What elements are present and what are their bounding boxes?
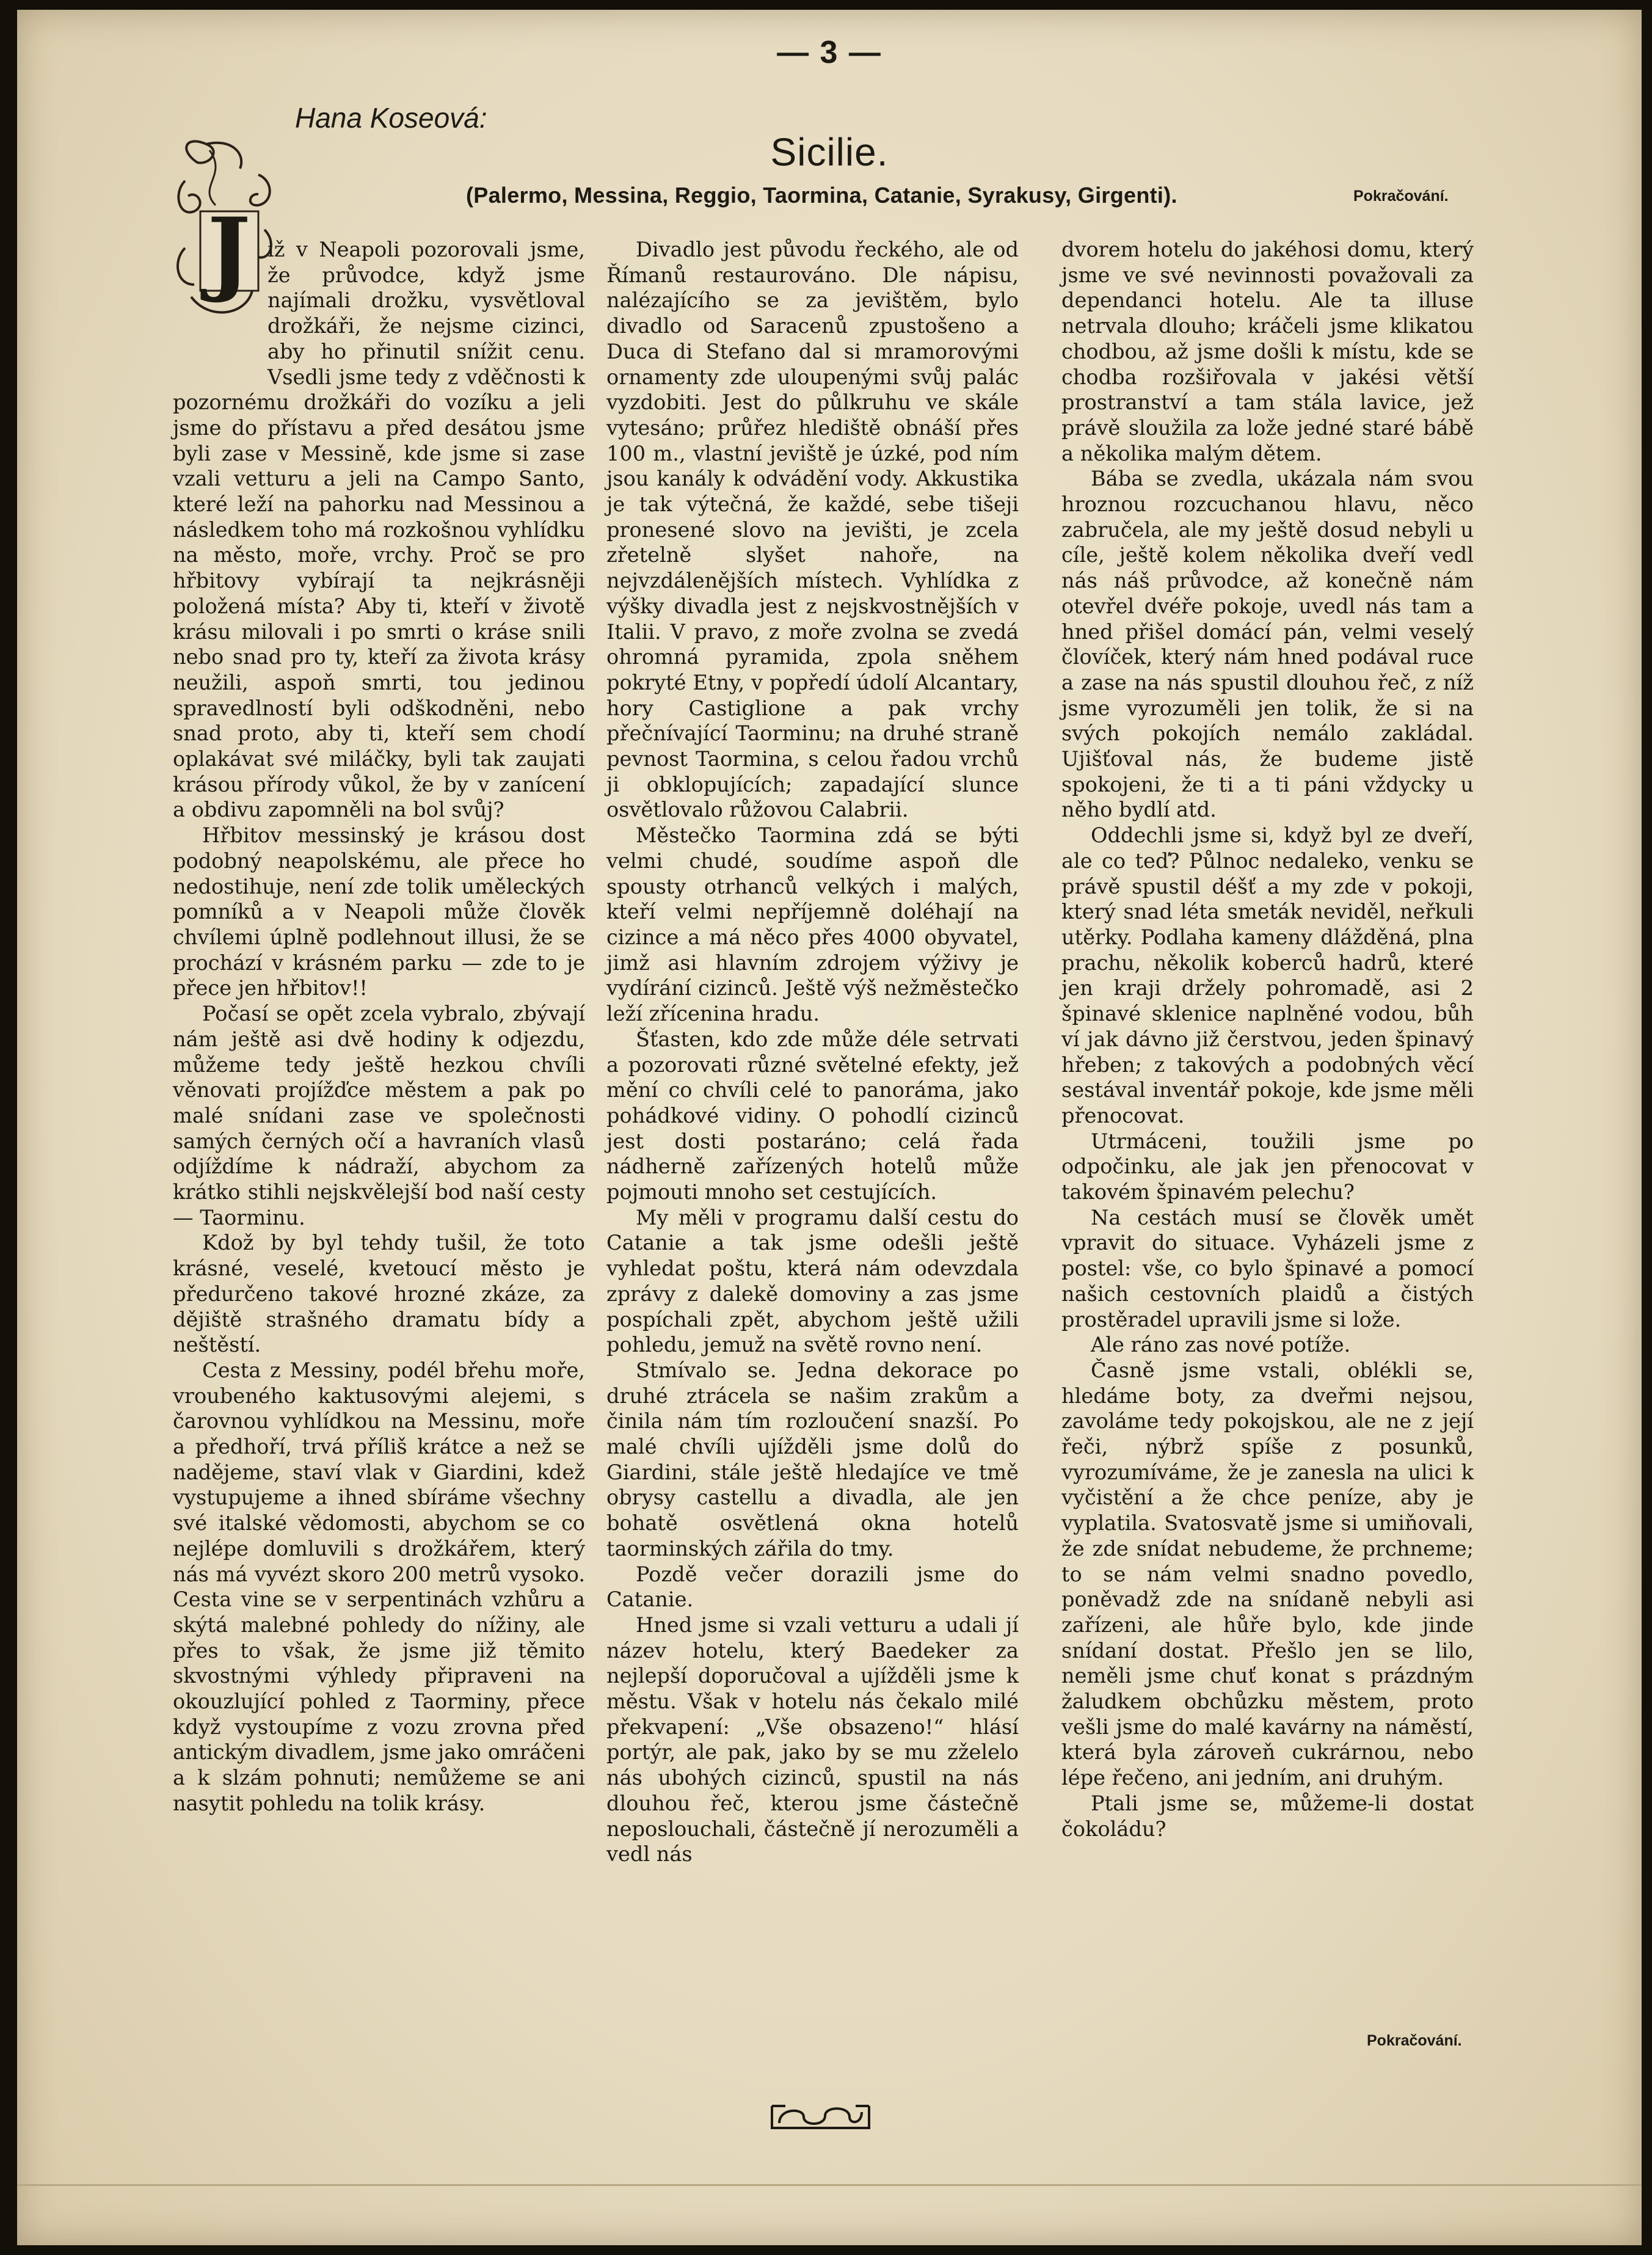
end-ornament-icon	[767, 2099, 874, 2135]
paragraph: Ptali jsme se, můžeme-li dostat čokoládu?	[1061, 1791, 1474, 1841]
initial-letter: J	[207, 198, 251, 305]
paragraph: Oddechli jsme si, když byl ze dveří, ale co teď? Půlnoc nedaleko, venku se právě spustil déšť a my zde v pokoji, který snad léta smeták neviděl, neřkuli utěrky. Podlaha kameny dlážděná, plna prachu, několik koberců hadrů, které jen kraji držely pohromadě, asi 2 špinavé sklenice naplněné vodou, bůh ví jak dávno již čerstvou, jeden špinavý hřeben; z takových a podobných věcí sestával inventář pokoje, kde jsme měli přenocovat.	[1061, 823, 1474, 1128]
continued-label-top: Pokračování.	[1353, 188, 1449, 205]
paragraph: Divadlo jest původu řeckého, ale od Římanů restaurováno. Dle nápisu, nalézajícího se za jevištěm, bylo divadlo od Saracenů zpustošeno a Duca di Stefano dal si mramorovými ornamenty zde uloupenými svůj palác vyzdobiti. Jest do půlkruhu ve skále vytesáno; průřez hlediště obnáší přes 100 m., vlastní jeviště je úzké, pod ním jsou kanály k odvádění vody. Akkustika je tak výtečná, že každé, sebe tišeji pronesené slovo na jevišti, je zcela zřetelně slyšet nahoře, na nejvzdálenějších místech. Vyhlídka z výšky divadla jest z nejskvostnějších v Italii. V pravo, z moře zvolna se zvedá ohromná pyramida, zpola sněhem pokryté Etny, v popředí údolí Alcantary, hory Castiglione a pak vrchy přečnívající Taorminu; na druhé straně pevnost Taormina, s celou řadou vrchů ji obklopujících; zapadající slunce osvětlovalo růžovou Calabrii.	[606, 238, 1019, 822]
paragraph: Utrmáceni, toužili jsme po odpočinku, ale jak jen přenocovat v takovém špinavém pelechu?	[1061, 1129, 1474, 1204]
paragraph: Kdož by byl tehdy tušil, že toto krásné, veselé, kvetoucí město je předurčeno takové hrozné zkáze, za dějiště strašného dramatu bídy a neštěstí.	[173, 1231, 585, 1357]
paragraph: Hřbitov messinský je krásou dost podobný neapolskému, ale přece ho nedostihuje, není zde tolik uměleckých pomníků a v Neapoli může člověk chvílemi úplně podlehnout illusi, že se prochází v krásném parku — zde to je přece jen hřbitov!!	[173, 823, 585, 1000]
paragraph: My měli v programu další cestu do Catanie a tak jsme odešli ještě vyhledat poštu, která nám odevzdala zprávy z dalekě domoviny a zas jsme pospíchali zpět, abychom ještě užili pohledu, jemuž na světě rovno není.	[606, 1205, 1019, 1357]
paragraph: Stmívalo se. Jedna dekorace po druhé ztrácela se našim zrakům a činila nám tím rozloučení snazší. Po malé chvíli ujížděli jsme dolů do Giardini, stále ještě hledajíce ve tmě obrysy castellu a divadla, ale jen bohatě osvětlená okna hotelů taorminských zářila do tmy.	[606, 1358, 1019, 1561]
paragraph: iž v Neapoli pozorovali jsme, že průvodce, když jsme najímali drožku, vysvětloval drožkáři, že nejsme cizinci, aby ho přinutil snížit cenu. Vsedli jsme tedy z vděčnosti k pozornému drožkáři do vozíku a jeli jsme do přístavu a před desátou jsme byli zase v Messině, kde jsme si zase vzali vetturu a jeli na Campo Santo, které leží na pahorku nad Messinou a následkem toho má rozkošnou vyhlídku na město, moře, vrchy. Proč se pro hřbitovy vybírají ta nejkrásněji položená místa? Aby ti, kteří v životě krásu milovali i po smrti o kráse snili nebo snad pro ty, kteří za života krásy neužili, aspoň smrti, tou jedinou spravedlností byli odškodněni, nebo snad proto, aby ti, kteří sem chodí oplakávat své miláčky, byli tak zaujati krásou přírody vůkol, že by v zanícení a obdivu zapomněli na bol svůj?	[173, 238, 585, 822]
column-3	[1061, 237, 1474, 1842]
page-bottom-rule	[17, 2184, 1642, 2186]
magazine-page	[17, 10, 1642, 2245]
column-1	[173, 237, 585, 1816]
paragraph: dvorem hotelu do jakéhosi domu, který jsme ve své nevinnosti považovali za dependanci hotelu. Ale ta illuse netrvala dlouho; kráčeli jsme klikatou chodbou, až jsme došli k místu, kde se chodba rozšiřovala v jakési větší prostranství a tam stála lavice, jež právě sloužila za lože jedné staré bábě a několika malým dětem.	[1061, 238, 1474, 465]
paragraph: Cesta z Messiny, podél břehu moře, vroubeného kaktusovými alejemi, s čarovnou vyhlídkou na Messinu, moře a předhoří, trvá příliš krátce a než se nadějeme, staví vlak v Giardini, kdež vystupujeme a ihned sbíráme všechny své italské vědomosti, abychom se co nejlépe domluvili s drožkářem, který nás má vyvézt skoro 200 metrů vysoko. Cesta vine se v serpentinách vzhůru a skýtá malebné pohledy do nížiny, ale přes to však, že jsme již těmito skvostnými výhledy připraveni na okouzlující pohled z Taorminy, přece když vystoupíme z vozu zrovna před antickým divadlem, jsme jako omráčeni a k slzám pohnuti; nemůžeme se ani nasytit pohledu na tolik krásy.	[173, 1358, 585, 1815]
author-name: Hana Koseová:	[295, 102, 487, 134]
continued-label-bottom: Pokračování.	[1367, 2032, 1462, 2049]
paragraph: Na cestách musí se člověk umět vpravit do situace. Vyházeli jsme z postel: vše, co bylo špinavé a pomocí našich cestovních plaidů a čistých prostěradel upravili jsme si lože.	[1061, 1205, 1474, 1332]
paragraph: Hned jsme si vzali vetturu a udali jí název hotelu, který Baedeker za nejlepší doporučoval a ujížděli jsme k městu. Však v hotelu nás čekalo milé překvapení: „Vše obsazeno!“ hlásí portýr, ale pak, jako by se mu zželelo nás ubohých cizinců, spustil na nás dlouhou řeč, kterou jsme částečně neposlouchali, částečně jí nerozuměli a vedl nás	[606, 1612, 1019, 1867]
paragraph: Pozdě večer dorazili jsme do Catanie.	[606, 1562, 1019, 1612]
paragraph: Ale ráno zas nové potíže.	[1091, 1333, 1351, 1357]
paragraph: Bába se zvedla, ukázala nám svou hroznou rozcuchanou hlavu, něco zabručela, ale my ještě dosud nebyli u cíle, ještě kolem několika dveří vedl nás náš průvodce, až konečně nám otevřel dvéře pokoje, uvedl nás tam a hned přišel domácí pán, velmi veselý človíček, který nám hned podával ruce a zase na nás spustil dlouhou řeč, z níž jsme vyrozuměli jen tolik, že si na svých pokojích nemálo zakládal. Ujišťoval nás, že budeme jistě spokojeni, že ti a ti páni vždycky u něho bydlí atd.	[1061, 467, 1474, 822]
page-number: — 3 —	[777, 35, 882, 70]
paragraph: Počasí se opět zcela vybralo, zbývají nám ještě asi dvě hodiny k odjezdu, můžeme tedy ještě hezkou chvíli věnovati projížďce městem a pak po malé snídani zase ve společnosti samých černých očí a havraních vlasů odjíždíme k nádraží, abychom za krátko stihli nejskvělejší bod naší cesty — Taorminu.	[173, 1002, 585, 1230]
article-title: Sicilie.	[770, 130, 889, 174]
paragraph: Šťasten, kdo zde může déle setrvati a pozorovati různé světelné efekty, jež mění co chvíli celé to panoráma, jako pohádkové vidiny. O pohodlí cizinců jest dosti postaráno; celá řada nádherně zařízených hotelů může pojmouti mnoho set cestujících.	[606, 1027, 1019, 1204]
paragraph: Časně jsme vstali, oblékli se, hledáme boty, za dveřmi nejsou, zavoláme tedy pokojskou, ale ne z její řeči, nýbrž spíše z posunků, vyrozumíváme, že je zanesla na ulici k vyčistění a že chce peníze, aby je vyplatila. Svatosvatě jsme si umiňovali, že zde snídat nebudeme, že prchneme; to se nám velmi snadno povedlo, poněvadž zde na snídaně nebyli asi zařízeni, ale hůře bylo, kde jinde snídaní dostat. Přešlo jen se lilo, neměli jsme chuť konat s prázdným žaludkem obchůzku městem, proto vešli jsme do malé kavárny na náměstí, která byla zároveň cukrárnou, nebo lépe řečeno, ani jedním, ani druhým.	[1061, 1358, 1474, 1790]
article-subtitle: (Palermo, Messina, Reggio, Taormina, Catanie, Syrakusy, Girgenti).	[466, 183, 1177, 208]
paragraph: Městečko Taormina zdá se býti velmi chudé, soudíme aspoň dle spousty otrhanců velkých i malých, kteří velmi nepříjemně doléhají na cizince a má něco přes 4000 obyvatel, jimž asi hlavním zdrojem výživy je vydírání cizinců. Ještě výš nežměstečko leží zřícenina hradu.	[606, 823, 1019, 1026]
drop-initial-space	[173, 237, 267, 382]
column-2	[606, 237, 1019, 1867]
